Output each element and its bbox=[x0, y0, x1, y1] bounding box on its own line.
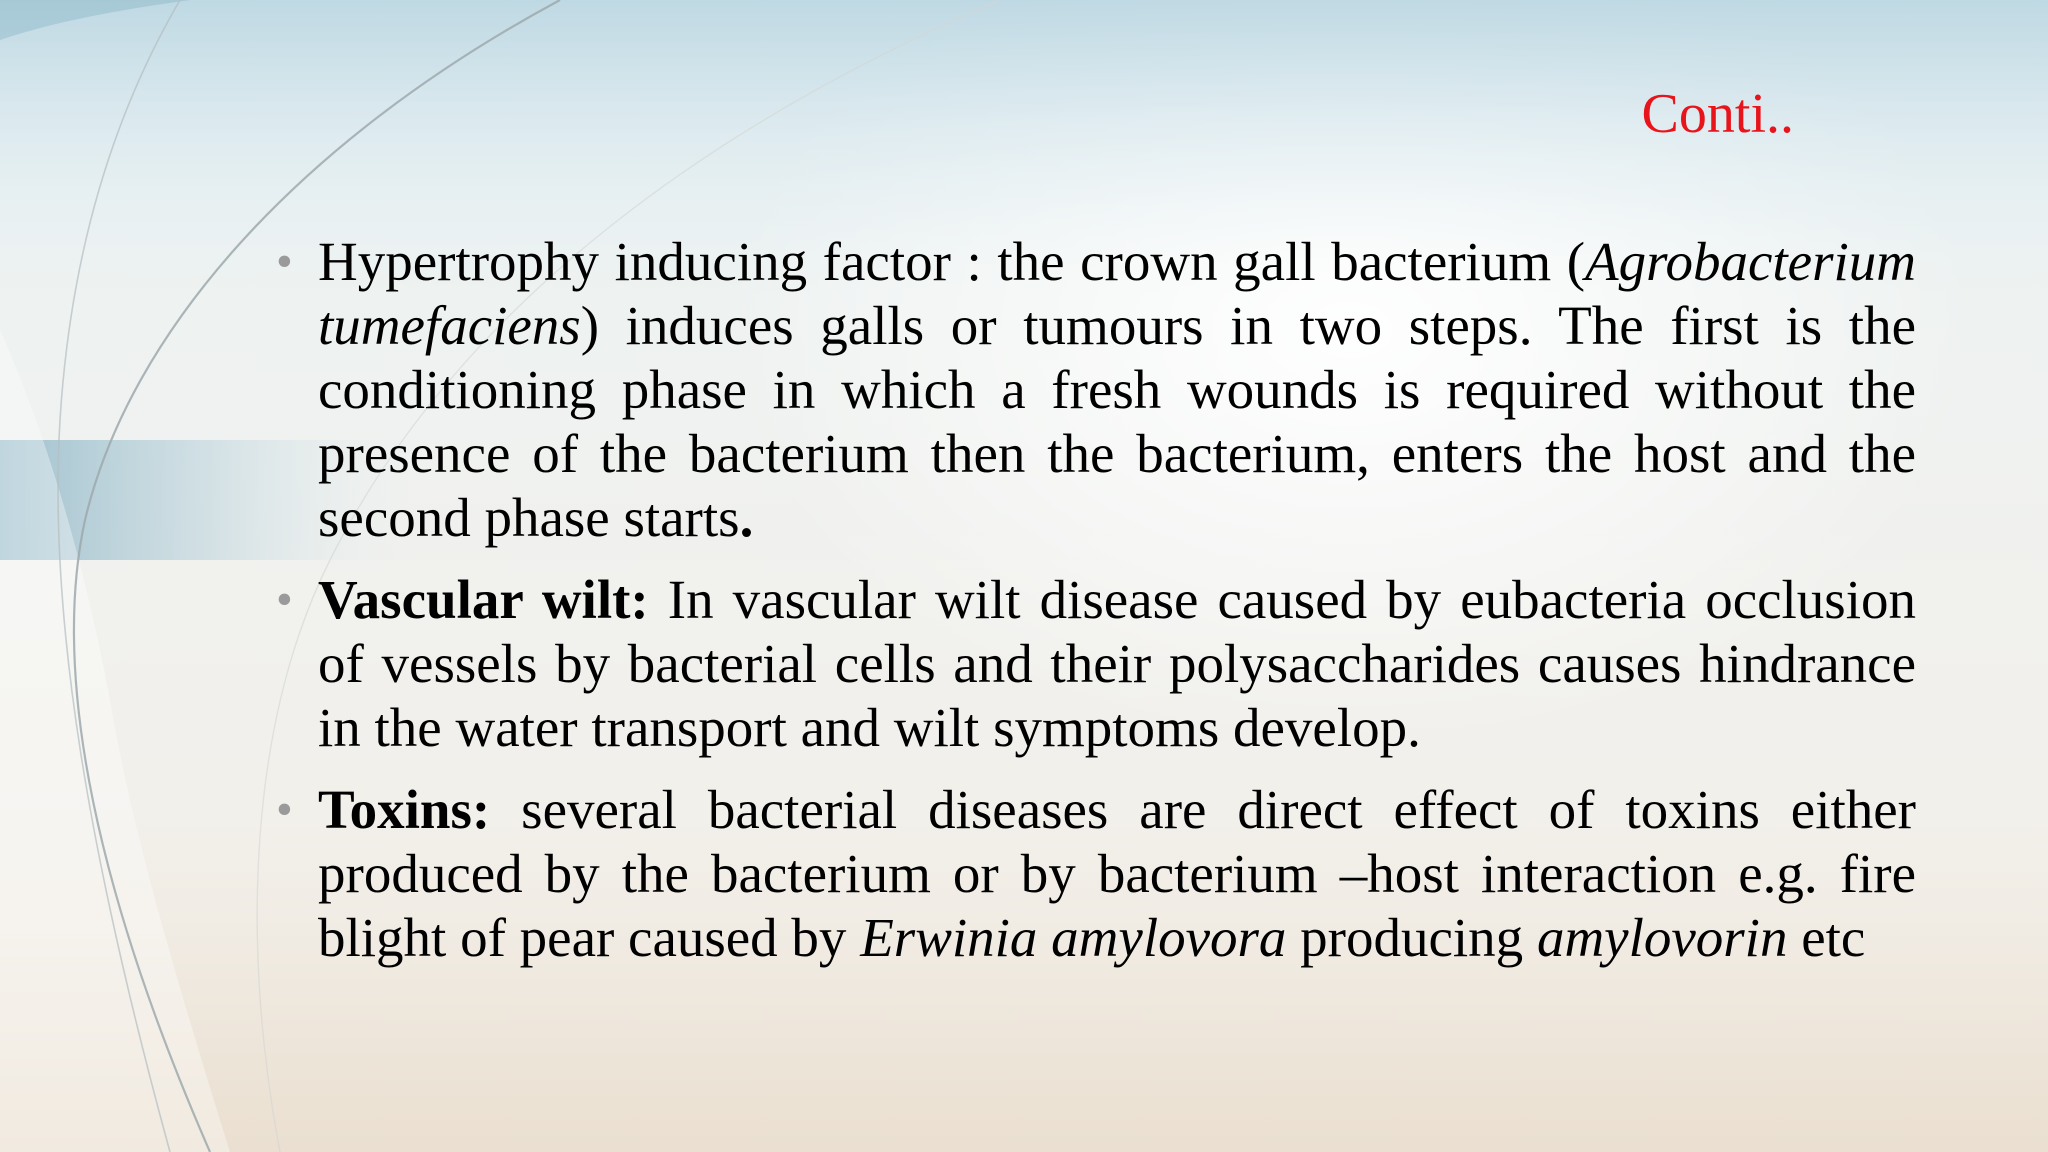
bullet-italic-text: Erwinia amylovora bbox=[860, 907, 1287, 968]
list-item bbox=[276, 568, 1916, 760]
bullet-bold-text: . bbox=[739, 487, 754, 548]
bullet-text: etc bbox=[1787, 907, 1866, 968]
bullet-text: In vascular wilt disease caused by eubacteria occlusion of vessels by bacterial cells and their polysaccharides causes hindrance in the water transport and wilt symptoms develop. bbox=[318, 569, 1916, 758]
bullet-dot: • bbox=[276, 783, 293, 836]
list-item bbox=[276, 230, 1916, 550]
bullet-text: several bacterial diseases are direct effect of toxins either produced by the bacterium or by bacterium –host interaction e.g. fire blight of pear caused by bbox=[318, 779, 1916, 968]
bullet-text: ) induces galls or tumours in two steps. The first is the conditioning phase in which a fresh wounds is required without the presence of the bacterium then the bacterium, enters the host and the second phase starts bbox=[318, 295, 1916, 548]
bullet-heading: Toxins: bbox=[318, 779, 491, 840]
bullet-dot: • bbox=[276, 235, 293, 288]
bullet-list bbox=[276, 230, 1916, 988]
bullet-text: producing bbox=[1286, 907, 1537, 968]
bullet-dot: • bbox=[276, 573, 293, 626]
bullet-text: Hypertrophy inducing factor : the crown gall bacterium ( bbox=[318, 231, 1586, 292]
slide-title: Conti.. bbox=[1641, 83, 1794, 145]
bullet-heading: Vascular wilt: bbox=[318, 569, 649, 630]
bullet-italic-text: Agrobacterium tumefaciens bbox=[318, 231, 1916, 356]
list-item bbox=[276, 778, 1916, 970]
bullet-italic-text: amylovorin bbox=[1536, 907, 1788, 968]
